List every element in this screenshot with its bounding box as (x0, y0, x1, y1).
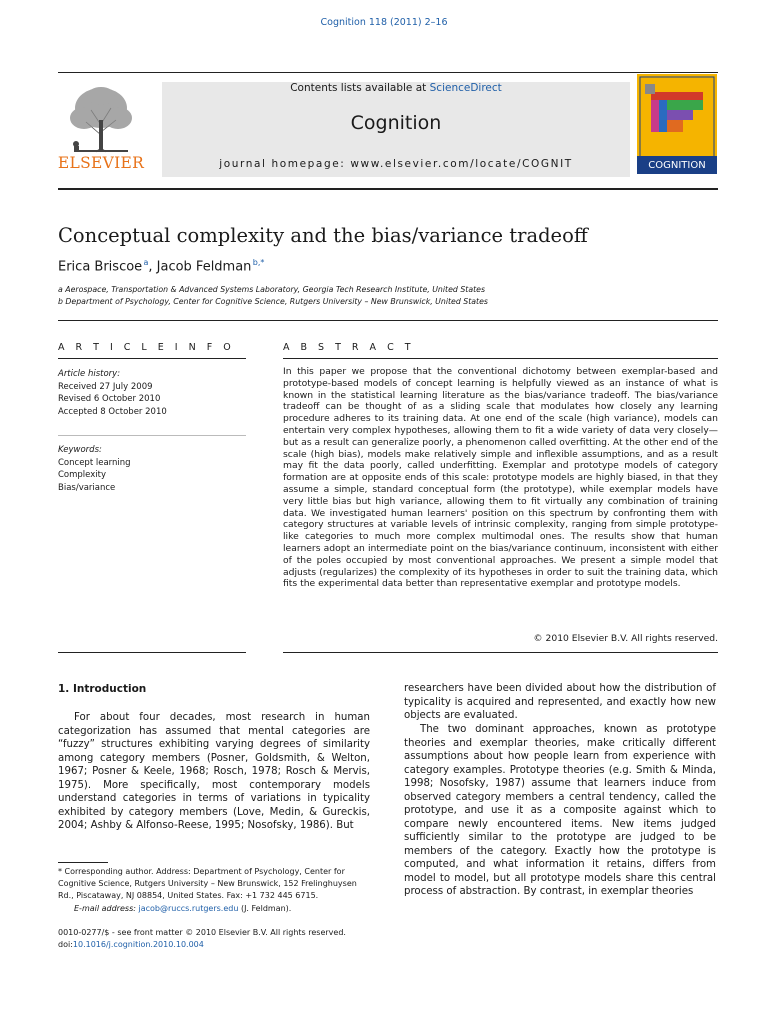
abstract-rule (283, 358, 718, 359)
doi-label: doi: (58, 940, 73, 949)
abstract-copyright: © 2010 Elsevier B.V. All rights reserved. (533, 633, 718, 644)
doi-link[interactable]: 10.1016/j.cognition.2010.10.004 (72, 940, 204, 949)
email-suffix: (J. Feldman). (238, 904, 292, 913)
keywords-label: Keywords: (58, 445, 102, 455)
email-label: E-mail address: (74, 904, 139, 913)
affiliation-b: b Department of Psychology, Center for Cognitive Science, Rutgers University – New Brunswick, United States (58, 297, 488, 306)
affiliation-rule (58, 320, 718, 321)
article-info-heading: A R T I C L E I N F O (58, 342, 235, 353)
affiliation-a: a Aerospace, Transportation & Advanced Systems Laboratory, Georgia Tech Research Institute, United States (58, 285, 486, 294)
keyword: Complexity (58, 470, 107, 480)
author-1-affil-mark[interactable]: a (143, 258, 149, 267)
keyword: Bias/variance (58, 482, 116, 493)
top-rule (58, 72, 718, 73)
footnote-rule (58, 862, 108, 863)
journal-cover-image (637, 74, 717, 174)
sciencedirect-link[interactable]: ScienceDirect (429, 82, 502, 94)
elsevier-wordmark: ELSEVIER (57, 154, 145, 172)
keywords (58, 444, 246, 494)
footnote-email-line (74, 904, 291, 913)
article-info-rule (58, 358, 246, 359)
abstract-heading: A B S T R A C T (283, 342, 415, 353)
running-head[interactable]: Cognition 118 (2011) 2–16 (320, 17, 448, 28)
history-received: Received 27 July 2009 (58, 381, 153, 392)
abstract-bottom-rule (283, 652, 718, 653)
contents-prefix: Contents lists available at (290, 82, 430, 94)
author-1: Erica Briscoe (58, 259, 143, 275)
issn-doi-block (58, 927, 378, 951)
cover-title: COGNITION (648, 160, 706, 171)
history-label: Article history: (58, 369, 121, 379)
article-info-bottom-rule (58, 652, 246, 653)
authors (58, 258, 264, 274)
intro-paragraph-1: For about four decades, most research in human categorization has assumed that mental categories are “fuzzy” structures exhibiting varying degrees of similarity among category members (Posner, Goldsmith, & Welton, 1967; Posner & Keele, 1968; Rosch, 1978; Rosch & Mervis, 1975). More specifically, most contemporary models understand categories in terms of variations in typicality exhibited by category members (Love, Medin, & Gureckis, 2004; Ashby & Alfonso-Reese, 1995; Nosofsky, 1986). But (58, 712, 370, 831)
header-rule (58, 188, 718, 190)
issn-line: 0010-0277/$ - see front matter © 2010 Elsevier B.V. All rights reserved. (58, 928, 346, 937)
abstract-body: In this paper we propose that the conventional dichotomy between exemplar-based and prototype-based models of concept learning is helpfully viewed as an instance of what is known in the statistical learning literature as the bias/variance tradeoff. The bias/variance tradeoff can be thought of as a sliding scale that modulates how closely any learning procedure adheres to its training data. At one end of the scale (high variance), models can entertain very complex hypotheses, allowing them to fit a wide variety of data very closely—but as a result can generalize poorly, a phenomenon called overfitting. At the other end of the scale (high bias), models make relatively simple and inflexible assumptions, and as a result may fit the data poorly, called underfitting. Exemplar and prototype models of category formation are at opposite ends of this scale: prototype models are highly biased, in that they assume a simple, standard conceptual form (the prototype), while exemplar models have very little bias but high variance, allowing them to fit virtually any combination of training data. We investigated human learners' position on this spectrum by confronting them with category structures at variable levels of intrinsic complexity, ranging from simple prototype-like categories to much more complex multimodal ones. The results show that human learners adopt an intermediate point on the bias/variance continuum, inconsistent with either of the poles occupied by most conventional approaches. We present a simple model that adjusts (regularizes) the complexity of its hypotheses in order to suit the training data, which fits the experimental data better than representative exemplar and prototype models. (283, 366, 718, 590)
intro-paragraph-1-continued: researchers have been divided about how the distribution of typicality is acquired and represented, and exactly how new objects are evaluated. (404, 683, 716, 721)
email-link[interactable]: jacob@ruccs.rutgers.edu (138, 904, 239, 913)
intro-paragraph-2: The two dominant approaches, known as prototype theories and exemplar theories, make critically different assumptions about how people learn from experience with category examples. Prototype theories (e.g. Smith & Minda, 1998; Nosofsky, 1987) assume that learners induce from observed category members a central tendency, called the prototype, and use it as a composite against which to compare newly encountered items. New items judged sufficiently similar to the prototype are judged to be members of the category. Exactly how the prototype is computed, and what information it retains, differs from model to model, but all prototype models share this central process of abstraction. By contrast, in exemplar theories (404, 724, 716, 897)
journal-name: Cognition (350, 112, 442, 134)
article-history (58, 368, 246, 418)
doi-line (58, 939, 378, 951)
history-accepted: Accepted 8 October 2010 (58, 406, 167, 417)
journal-homepage[interactable]: journal homepage: www.elsevier.com/locate/COGNIT (219, 158, 573, 170)
keyword: Concept learning (58, 457, 131, 468)
author-2-affil-mark[interactable]: b,* (252, 258, 265, 267)
keywords-rule (58, 435, 246, 436)
section-heading-introduction: 1. Introduction (58, 683, 147, 695)
author-separator: , (148, 259, 157, 275)
history-revised: Revised 6 October 2010 (58, 394, 161, 404)
contents-line (162, 82, 630, 94)
article-title: Conceptual complexity and the bias/variance tradeoff (58, 224, 588, 247)
author-2: Jacob Feldman (156, 259, 252, 275)
corresponding-author-footnote: * Corresponding author. Address: Department of Psychology, Center for Cognitive Science, Rutgers University – New Brunswick, 152 Frelinghuysen Rd., Piscataway, NJ 08854, United States. Fax: +1 732 445 6715. (58, 867, 357, 900)
